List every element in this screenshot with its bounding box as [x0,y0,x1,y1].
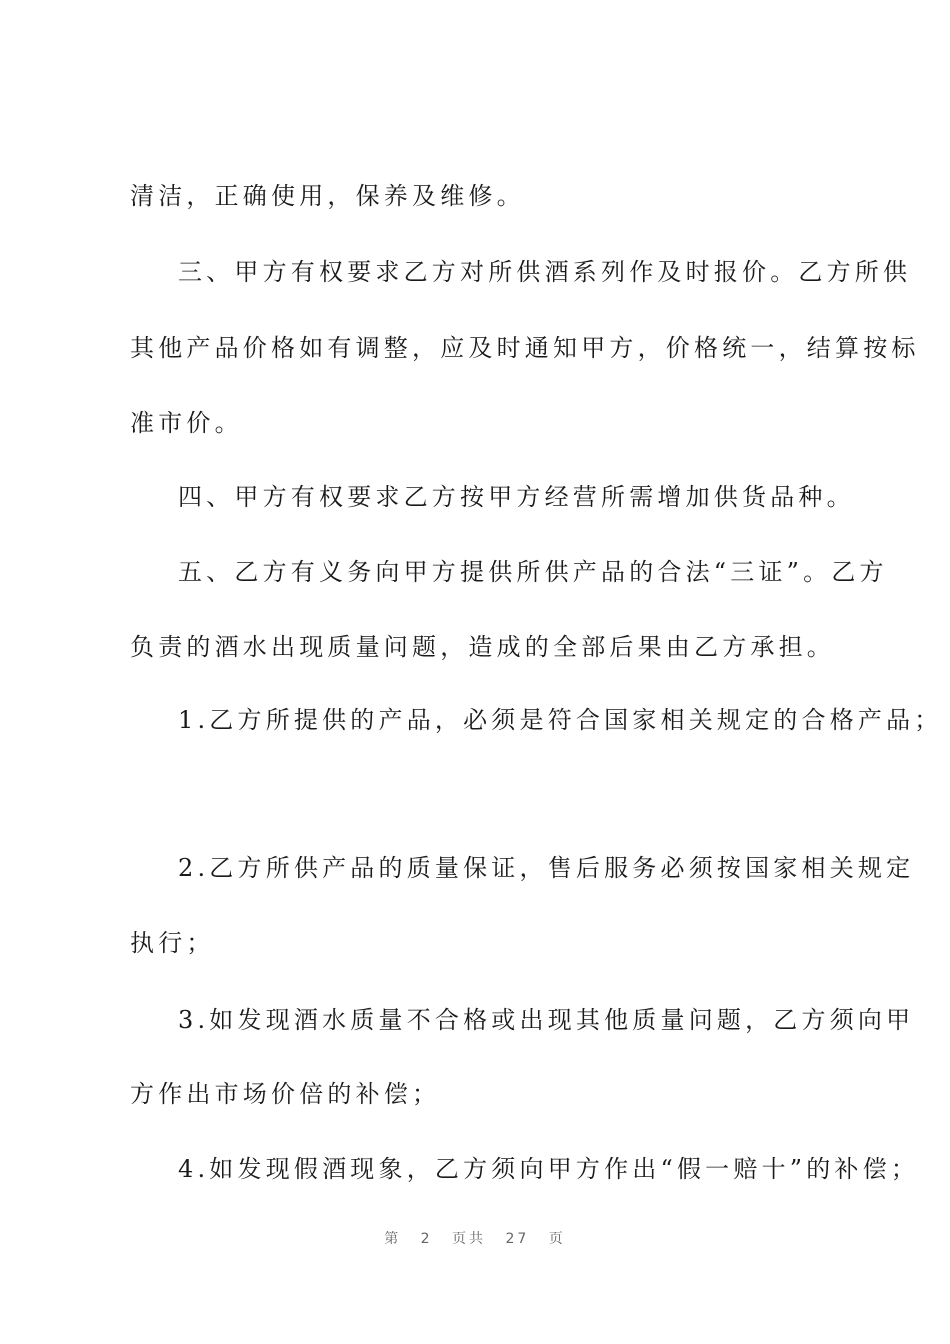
paragraph-line: 准市价。 [130,409,243,437]
paragraph-line: 四、甲方有权要求乙方按甲方经营所需增加供货品种。 [178,483,855,511]
paragraph-line: 方作出市场价倍的补偿； [130,1080,441,1108]
paragraph-line: 执行； [130,929,215,957]
paragraph-line: 负责的酒水出现质量问题，造成的全部后果由乙方承担。 [130,633,835,661]
page-footer [0,1228,950,1248]
paragraph-line: 1.乙方所提供的产品，必须是符合国家相关规定的合格产品； [178,706,943,734]
paragraph-line: 其他产品价格如有调整，应及时通知甲方，价格统一，结算按标 [130,334,920,362]
footer-prefix: 第 [384,1231,402,1247]
total-pages-number: 27 [505,1231,530,1247]
paragraph-line: 4.如发现假酒现象，乙方须向甲方作出“假一赔十”的补偿； [178,1155,920,1183]
paragraph-line: 3.如发现酒水质量不合格或出现其他质量问题，乙方须向甲 [178,1006,915,1034]
paragraph-line: 清洁，正确使用，保养及维修。 [130,182,525,210]
paragraph-line: 五、乙方有义务向甲方提供所供产品的合法“三证”。乙方 [178,558,888,586]
footer-middle: 页共 [452,1231,487,1247]
current-page-number: 2 [420,1231,433,1247]
footer-suffix: 页 [548,1231,566,1247]
paragraph-line: 三、甲方有权要求乙方对所供酒系列作及时报价。乙方所供 [178,258,912,286]
paragraph-line: 2.乙方所供产品的质量保证，售后服务必须按国家相关规定 [178,854,915,882]
